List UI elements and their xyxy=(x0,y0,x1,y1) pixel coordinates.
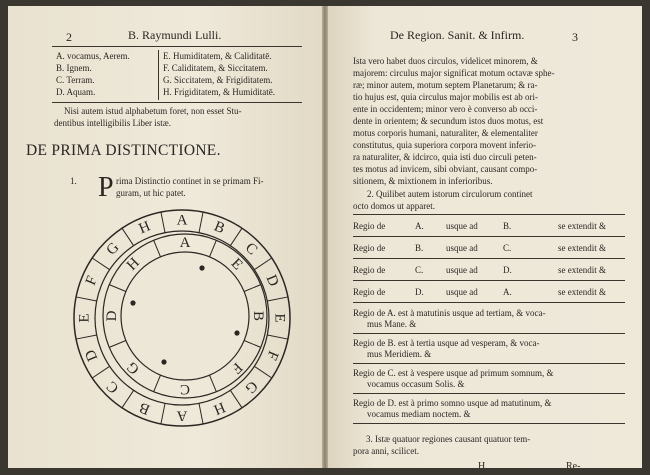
note-line: Nisi autem istud alphabetum foret, non esset Stu- xyxy=(64,106,242,116)
inner-ring-letter: C xyxy=(179,381,191,397)
outer-ring-letter: H xyxy=(136,218,153,238)
table-cell: G. Siccitatem, & Frigiditatem. xyxy=(163,75,273,85)
regio-row xyxy=(353,218,625,240)
item-line: guram, ut hic patet. xyxy=(116,188,186,198)
ring-divider xyxy=(92,366,109,378)
right-page xyxy=(328,6,642,468)
outer-ring-letter: F xyxy=(82,273,101,288)
table-cell: H. Frigiditatem, & Humiditatē. xyxy=(163,87,275,97)
ring-divider xyxy=(209,240,216,257)
text-line: sitionem, & mixtionem in inferioribus. xyxy=(353,176,493,186)
first-figure-diagram xyxy=(70,206,302,428)
desc-block xyxy=(353,338,625,370)
ring-divider xyxy=(154,375,161,392)
header-rule xyxy=(52,46,302,47)
text-line: 3. Istæ quatuor regiones causant quatuor tem- xyxy=(366,434,531,444)
row-rule xyxy=(353,393,625,394)
outer-ring-letter: B xyxy=(137,398,153,418)
ring-divider xyxy=(109,340,126,347)
row-rule xyxy=(353,363,625,364)
text-line: Ista vero habet duos circulos, videlicet minorem, & xyxy=(353,56,538,66)
outer-ring-letter: C xyxy=(103,377,123,397)
marker-dot xyxy=(199,265,204,270)
table-rule xyxy=(353,214,625,215)
catchword: Re- xyxy=(566,461,581,468)
text-line: pora anni, scilicet. xyxy=(353,446,419,456)
desc-line: Regio de A. est à matutinis usque ad tertiam, & voca- xyxy=(353,308,546,318)
ring-divider xyxy=(161,212,165,233)
regio-cell: se extendit & xyxy=(558,243,606,253)
row-rule xyxy=(353,280,625,281)
left-page xyxy=(8,6,322,468)
marker-dot xyxy=(161,359,166,364)
desc-line: Regio de B. est à tertia usque ad vesperam, & voca- xyxy=(353,338,540,348)
regio-cell: B. xyxy=(503,221,512,231)
row-rule xyxy=(353,423,625,424)
outer-ring-letter: E xyxy=(271,313,288,323)
text-line: 2. Quilibet autem istorum circulorum continet xyxy=(367,189,533,199)
ring-divider xyxy=(154,240,161,257)
regio-cell: se extendit & xyxy=(558,287,606,297)
regio-cell: A. xyxy=(415,221,424,231)
text-line: ente in occidentem; minor vero è converso ab occi- xyxy=(353,104,538,114)
regio-cell: usque ad xyxy=(446,265,478,275)
page-number: 3 xyxy=(572,30,578,44)
desc-line: mus Mane. & xyxy=(367,319,417,329)
outer-ring-letter: C xyxy=(241,239,261,259)
table-rule xyxy=(52,102,302,103)
text-line: ra naturaliter, & idcirco, quia isti duo circuli peten- xyxy=(353,152,537,162)
inner-ring-letter: F xyxy=(228,359,246,377)
ring-divider xyxy=(76,335,97,339)
table-cell: E. Humiditatem, & Caliditatē. xyxy=(163,51,272,61)
desc-block xyxy=(353,398,625,430)
desc-block xyxy=(353,308,625,340)
text-line: motus corporis humani, naturaliter, & elementaliter xyxy=(353,128,538,138)
ring-divider xyxy=(230,390,242,407)
outer-ring-letter: D xyxy=(82,347,102,364)
ring-divider xyxy=(254,258,271,270)
table-cell: C. Terram. xyxy=(56,75,95,85)
signature-mark: H xyxy=(478,461,486,468)
regio-cell: usque ad xyxy=(446,287,478,297)
ring-divider xyxy=(209,375,216,392)
note-line: dentibus intelligibilis Liber istæ. xyxy=(54,118,171,128)
regio-cell: se extendit & xyxy=(558,265,606,275)
desc-line: Regio de C. est à vespere usque ad primum somnum, & xyxy=(353,368,554,378)
outer-ring-letter: H xyxy=(211,398,228,418)
item-line: rima Distinctio continet in se primam Fi- xyxy=(116,176,264,186)
text-line: tio hujus est, quia circulus major mobilis est ab ori- xyxy=(353,92,538,102)
inner-circle xyxy=(121,252,249,380)
row-rule xyxy=(353,258,625,259)
item-number: 1. xyxy=(70,176,77,186)
regio-cell: Regio de xyxy=(353,265,386,275)
text-line: octo domos ut apparet. xyxy=(353,201,435,211)
regio-row xyxy=(353,262,625,284)
ring-divider xyxy=(92,258,109,270)
outer-ring-letter: A xyxy=(176,407,188,424)
regio-cell: Regio de xyxy=(353,221,386,231)
ring-divider xyxy=(122,228,134,245)
ring-divider xyxy=(122,390,134,407)
outer-ring-letter: G xyxy=(241,377,261,397)
ring-divider xyxy=(244,340,261,347)
page-number: 2 xyxy=(66,30,72,44)
inner-ring-letter: A xyxy=(179,235,191,251)
outer-ring-letter: F xyxy=(263,348,282,363)
regio-cell: Regio de xyxy=(353,243,386,253)
table-cell: A. vocamus, Aerem. xyxy=(56,51,130,61)
running-head: B. Raymundi Lulli. xyxy=(128,28,222,42)
ring-divider xyxy=(199,403,203,424)
ring-divider xyxy=(161,403,165,424)
regio-cell: D. xyxy=(415,287,424,297)
ring-divider xyxy=(267,335,288,339)
regio-cell: C. xyxy=(503,243,512,253)
desc-line: vocamus occasum Solis. & xyxy=(367,379,465,389)
marker-dot xyxy=(234,330,239,335)
text-line: dente in orientem; & secundum istos duos motus, est xyxy=(353,116,544,126)
table-divider xyxy=(158,50,159,100)
text-line: ræ; minor autem, motum septem Planetarum; & ra- xyxy=(353,80,538,90)
inner-ring-letter: B xyxy=(250,310,266,322)
desc-line: mus Meridiem. & xyxy=(367,349,432,359)
drop-cap: P xyxy=(98,172,114,203)
desc-line: vocamus mediam noctem. & xyxy=(367,409,471,419)
text-line: tes motus ad invicem, sibi obviant, causant compo- xyxy=(353,164,538,174)
ring-divider xyxy=(244,285,261,292)
regio-row xyxy=(353,240,625,262)
regio-cell: usque ad xyxy=(446,243,478,253)
table-cell: B. Ignem. xyxy=(56,63,92,73)
running-head: De Region. Sanit. & Infirm. xyxy=(390,28,525,42)
outer-ring-letter: B xyxy=(211,218,227,238)
regio-cell: usque ad xyxy=(446,221,478,231)
regio-cell: C. xyxy=(415,265,424,275)
table-cell: D. Aquam. xyxy=(56,87,96,97)
regio-cell: se extendit & xyxy=(558,221,606,231)
row-rule xyxy=(353,302,625,303)
text-line: majorem: circulus major significat motum octavæ sphe- xyxy=(353,68,555,78)
inner-ring-letter: E xyxy=(227,255,246,274)
regio-cell: Regio de xyxy=(353,287,386,297)
regio-cell: B. xyxy=(415,243,424,253)
ring-divider xyxy=(267,297,288,301)
inner-ring-letter: G xyxy=(123,358,143,378)
desc-line: Regio de D. est à primo somno usque ad matutinum, & xyxy=(353,398,552,408)
outer-ring-letter: E xyxy=(76,313,93,323)
ring-divider xyxy=(254,366,271,378)
outer-ring-letter: G xyxy=(103,239,123,259)
table-cell: F. Caliditatem, & Siccitatem. xyxy=(163,63,268,73)
outer-ring-letter: D xyxy=(262,272,282,289)
inner-ring-letter: D xyxy=(104,310,120,322)
row-rule xyxy=(353,236,625,237)
desc-block xyxy=(353,368,625,400)
marker-dot xyxy=(130,300,135,305)
ring-divider xyxy=(76,297,97,301)
section-heading: DE PRIMA DISTINCTIONE. xyxy=(26,142,221,159)
regio-cell: D. xyxy=(503,265,512,275)
outer-ring-letter: A xyxy=(176,212,188,229)
inner-ring-letter: H xyxy=(123,254,143,274)
row-rule xyxy=(353,333,625,334)
ring-divider xyxy=(109,285,126,292)
regio-row xyxy=(353,284,625,306)
ring-divider xyxy=(230,228,242,245)
ring-divider xyxy=(199,212,203,233)
text-line: constitutus, quia superiora corpora movent inferio- xyxy=(353,140,536,150)
regio-cell: A. xyxy=(503,287,512,297)
